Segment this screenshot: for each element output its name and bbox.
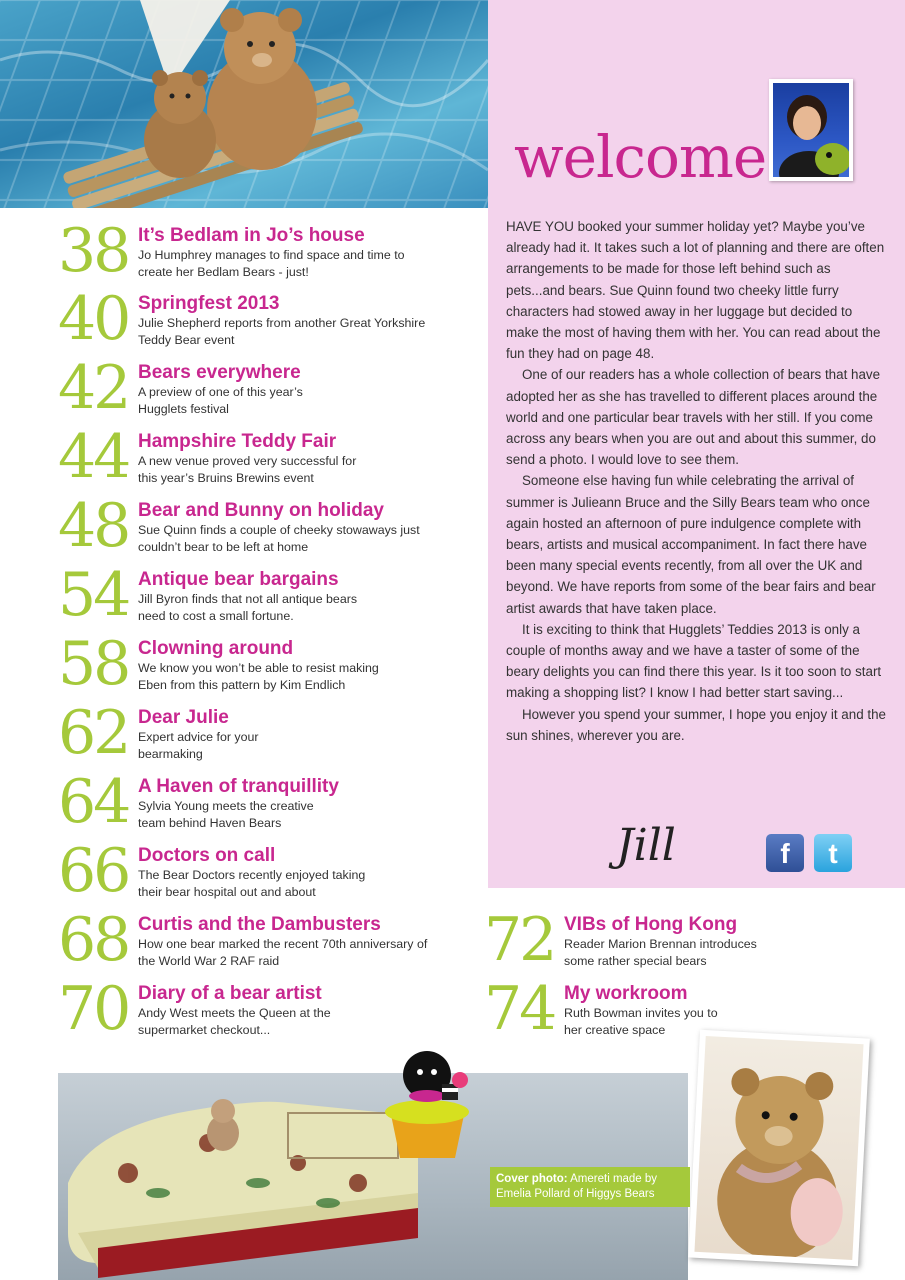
article-description: Expert advice for your bearmaking xyxy=(138,730,259,761)
editorial-paragraph: However you spend your summer, I hope you enjoy it and the sun shines, wherever you are. xyxy=(506,706,886,743)
page-number: 64 xyxy=(58,767,129,837)
article-description: Sue Quinn finds a couple of cheeky stowaways just couldn’t bear to be left at home xyxy=(138,523,420,554)
editorial-paragraph: It is exciting to think that Hugglets’ Teddies 2013 is only a couple of months away and we have a taster of some of the beary delights you can find there this year. Is it too soon to start making a shopping list? I know I had better start saving... xyxy=(506,621,882,701)
editor-portrait-illustration xyxy=(773,83,849,177)
article-description: A preview of one of this year’s Hugglets festival xyxy=(138,385,303,416)
article-description: How one bear marked the recent 70th anniversary of the World War 2 RAF raid xyxy=(138,937,428,968)
article-title: Dear Julie xyxy=(138,707,229,728)
page-number: 38 xyxy=(58,216,129,286)
editorial-paragraph: Someone else having fun while celebrating the arrival of summer is Julieann Bruce and the Silly Bears team who once again hosted an afternoon of pure indulgence complete with bears, artists and musical accompaniment. In fact there have been many special events recently, from all over the UK and beyond. We have reports from some of the bear fairs and bear artist awards that have taken place. xyxy=(506,473,876,616)
cover-caption-label: Cover photo: xyxy=(496,1173,568,1185)
article-description: We know you won’t be able to resist making Eben from this pattern by Kim Endlich xyxy=(138,661,379,692)
page-number: 68 xyxy=(58,905,129,975)
article-title: VIBs of Hong Kong xyxy=(564,914,738,935)
article-description: The Bear Doctors recently enjoyed taking their bear hospital out and about xyxy=(138,868,366,899)
page-number: 72 xyxy=(484,905,555,975)
page-number: 70 xyxy=(58,974,129,1044)
article-title: Bears everywhere xyxy=(138,362,301,383)
article-title: Springfest 2013 xyxy=(138,293,280,314)
editorial-paragraph: One of our readers has a whole collection of bears that have adopted her as she has travelled to different places around the world and one particular bear travels with her still. If you come across any bears when you are out and about this summer, do send a photo. I would love to see them. xyxy=(506,367,881,468)
page-number: 54 xyxy=(58,560,129,630)
page-number: 42 xyxy=(58,353,129,423)
page-number: 40 xyxy=(58,284,129,354)
article-description: Reader Marion Brennan introduces some rather special bears xyxy=(564,937,757,968)
editorial-paragraph: HAVE YOU booked your summer holiday yet? Maybe you’ve already had it. It takes such a lot of planning and there are often arrangements to be made for those left behind such as pets...and bears. Sue Quinn found two cheeky little furry characters had stowed away in her luggage but decided to make the most of having them with her. You can read about the fun they had on page 48. xyxy=(506,219,885,362)
article-description: Julie Shepherd reports from another Great Yorkshire Teddy Bear event xyxy=(138,316,426,347)
editorial-text xyxy=(506,216,886,746)
editor-signature: Jill xyxy=(616,820,676,871)
article-description: Sylvia Young meets the creative team behind Haven Bears xyxy=(138,799,314,830)
article-title: It’s Bedlam in Jo’s house xyxy=(138,225,365,246)
cover-bear-photo xyxy=(688,1030,870,1267)
cover-bear-illustration xyxy=(694,1036,863,1260)
page-number: 44 xyxy=(58,422,129,492)
welcome-title: welcome xyxy=(514,123,767,191)
article-description: Jo Humphrey manages to find space and time to create her Bedlam Bears - just! xyxy=(138,248,405,279)
page-number: 48 xyxy=(58,491,129,561)
article-title: Bear and Bunny on holiday xyxy=(138,500,384,521)
article-description: A new venue proved very successful for this year’s Bruins Brewins event xyxy=(138,454,357,485)
bears-raft-photo xyxy=(0,0,488,208)
cupcake-figure xyxy=(380,1040,475,1160)
article-description: Jill Byron finds that not all antique bears need to cost a small fortune. xyxy=(138,592,358,623)
twitter-icon[interactable] xyxy=(814,834,852,872)
article-title: Doctors on call xyxy=(138,845,276,866)
editor-portrait-photo xyxy=(769,79,853,181)
page-number: 58 xyxy=(58,629,129,699)
article-title: My workroom xyxy=(564,983,688,1004)
article-title: A Haven of tranquillity xyxy=(138,776,339,797)
article-title: Hampshire Teddy Fair xyxy=(138,431,337,452)
page-number: 66 xyxy=(58,836,129,906)
article-title: Antique bear bargains xyxy=(138,569,339,590)
article-title: Diary of a bear artist xyxy=(138,983,322,1004)
cupcake-illustration xyxy=(380,1040,475,1160)
article-description: Ruth Bowman invites you to her creative space xyxy=(564,1006,718,1037)
page-number: 74 xyxy=(484,974,555,1044)
twitter-glyph: t xyxy=(828,838,838,869)
facebook-icon[interactable] xyxy=(766,834,804,872)
article-description: Andy West meets the Queen at the supermarket checkout... xyxy=(138,1006,331,1037)
cover-photo-caption xyxy=(490,1167,690,1207)
bears-raft-illustration xyxy=(0,0,488,208)
facebook-glyph: f xyxy=(780,838,790,869)
article-title: Clowning around xyxy=(138,638,294,659)
cover-caption-text: Amereti made by Emelia Pollard of Higgys Bears xyxy=(496,1173,658,1200)
page-number: 62 xyxy=(58,698,129,768)
article-title: Curtis and the Dambusters xyxy=(138,914,381,935)
